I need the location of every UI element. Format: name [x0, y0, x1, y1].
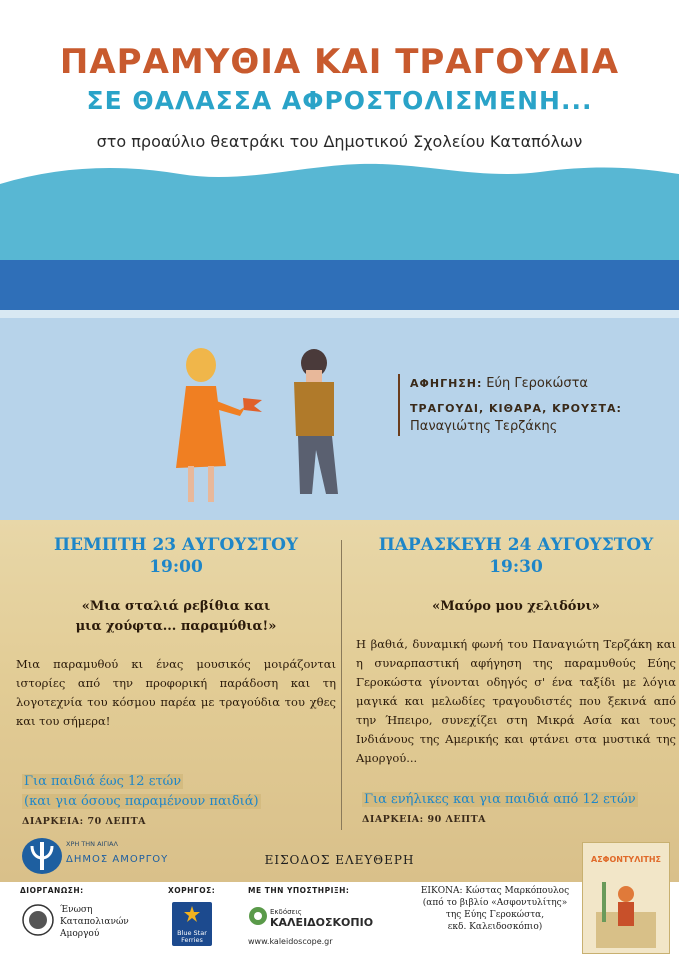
- event-description: Η βαθιά, δυναμική φωνή του Παναγιώτη Τερζάκη και η συναρπαστική αφήγηση της παραμυθούς Εύης Γεροκώστα γίνονται οδηγός σ' ένα ταξίδι με λόγια μαγικά και μελωδίες τραγουδιστές που ξεκινά από την Ήπειρο, συνεχίζει στη Μικρά Ασία και τους Ινδιάνους της Αμερικής και φτάνει στα μυστικά της Αμοργού...: [356, 637, 676, 765]
- poster-title-line1: ΠΑΡΑΜΥΘΙΑ ΚΑΙ ΤΡΑΓΟΥΔΙΑ: [59, 42, 620, 82]
- organizer-label: ΔΙΟΡΓΑΝΩΣΗ:: [20, 886, 84, 895]
- music-credit-label-line: [410, 399, 668, 418]
- event-story-title: [356, 597, 676, 617]
- poster-title-line2: ΣΕ ΘΑΛΑΣΣΑ ΑΦΡΟΣΤΟΛΙΣΜΕΝΗ...: [86, 86, 593, 115]
- sea-illustration-svg: [0, 160, 679, 520]
- narration-credit: [410, 374, 668, 393]
- poster-header: [0, 0, 679, 170]
- credits-block: [398, 374, 668, 436]
- event-time: 19:30: [489, 557, 543, 577]
- event-friday-audience: [362, 790, 672, 825]
- organizer-name: [60, 904, 129, 940]
- event-description: Μια παραμυθού κι ένας μουσικός μοιράζονται ιστορίες από την προφορική παράδοση και τη λογοτεχνία του κόσμου παρέα με τραγούδια του χθες και του σήμερα!: [16, 657, 336, 728]
- free-entrance: ΕΙΣΟΔΟΣ ΕΛΕΥΘΕΡΗ: [264, 853, 415, 867]
- dimos-amorgou-logo-icon: [20, 836, 64, 876]
- dimos-logo-name: ΔΗΜΟΣ ΑΜΟΡΓΟΥ: [66, 854, 169, 865]
- event-thursday-audience: [22, 772, 322, 827]
- sea-deep-band: [0, 260, 679, 310]
- audience-text1: Για παιδιά έως 12 ετών: [24, 774, 182, 789]
- event-story-title: [16, 597, 336, 637]
- narration-label: ΑΦΗΓΗΣΗ:: [410, 377, 483, 390]
- event-story-line1: «Μια σταλιά ρεβίθια και: [81, 599, 271, 614]
- illustration-credit: [410, 885, 580, 933]
- event-story-line1: «Μαύρο μου χελιδόνι»: [432, 599, 600, 614]
- sponsor-name-line1: Blue Star: [177, 929, 207, 937]
- audience-text2: (και για όσους παραμένουν παιδιά): [24, 794, 259, 809]
- event-thursday: [16, 535, 336, 731]
- sea-illustration: [0, 160, 679, 520]
- event-friday: [356, 535, 676, 768]
- support-name-line2: ΚΑΛΕΙΔΟΣΚΟΠΙΟ: [270, 916, 374, 929]
- dimos-logo-top-text: ΧΡΗ ΤΗΝ ΑΙΓΙΑΛ: [66, 840, 118, 848]
- audience-text1: Για ενήλικες και για παιδιά από 12 ετών: [364, 792, 636, 807]
- audience-line1: [362, 790, 672, 810]
- sponsor-name-line2: Ferries: [181, 936, 203, 944]
- support-name-line1: Εκδόσεις: [270, 908, 302, 916]
- illustration-line4: εκδ. Καλειδοσκόπιο): [447, 922, 543, 932]
- organizer-seal-icon: [22, 904, 54, 936]
- support-label: ΜΕ ΤΗΝ ΥΠΟΣΤΗΡΙΞΗ:: [248, 886, 350, 895]
- book-cover-illustration: [596, 872, 656, 948]
- star-icon: [184, 906, 200, 922]
- sponsor-label: ΧΟΡΗΓΟΣ:: [168, 886, 216, 895]
- organizer-name-line3: Αμοργού: [60, 929, 100, 939]
- audience-line2: [22, 792, 322, 812]
- illustration-line2: (από το βιβλίο «Ασφοντυλίτης»: [422, 898, 568, 908]
- event-story-line2: μια χούφτα... παραμύθια!»: [75, 619, 277, 634]
- column-divider: [341, 540, 342, 830]
- event-time: 19:00: [149, 557, 203, 577]
- poster-subtitle: στο προαύλιο θεατράκι του Δημοτικού Σχολείου Καταπόλων: [96, 132, 583, 151]
- kaleidoscope-logo-icon: [248, 906, 268, 926]
- music-label: ΤΡΑΓΟΥΔΙ, ΚΙΘΑΡΑ, ΚΡΟΥΣΤΑ:: [410, 402, 622, 415]
- organizer-name-line2: Καταπολιανών: [60, 917, 129, 927]
- event-day: ΠΑΡΑΣΚΕΥΗ 24 ΑΥΓΟΥΣΤΟΥ: [378, 535, 654, 555]
- music-name: Παναγιώτης Τερζάκης: [410, 419, 558, 434]
- sea-wave-light: [0, 164, 679, 270]
- audience-line1: [22, 772, 322, 792]
- illustration-line3: της Εύης Γεροκώστα,: [445, 910, 545, 920]
- narration-name: Εύη Γεροκώστα: [486, 376, 588, 391]
- event-duration: ΔΙΑΡΚΕΙΑ: 70 ΛΕΠΤΑ: [22, 816, 147, 827]
- sponsor-name: [172, 930, 212, 944]
- support-url: www.kaleidoscope.gr: [248, 937, 333, 946]
- illustration-line1: ΕΙΚΟΝΑ: Κώστας Μαρκόπουλος: [420, 886, 570, 896]
- book-cover-title: ΑΣΦΟΝΤΥΛΙΤΗΣ: [591, 855, 661, 864]
- event-duration: ΔΙΑΡΚΕΙΑ: 90 ΛΕΠΤΑ: [362, 814, 487, 825]
- organizer-name-line1: Ένωση: [60, 905, 93, 915]
- shore-line: [0, 310, 679, 318]
- event-day: ΠΕΜΠΤΗ 23 ΑΥΓΟΥΣΤΟΥ: [53, 535, 299, 555]
